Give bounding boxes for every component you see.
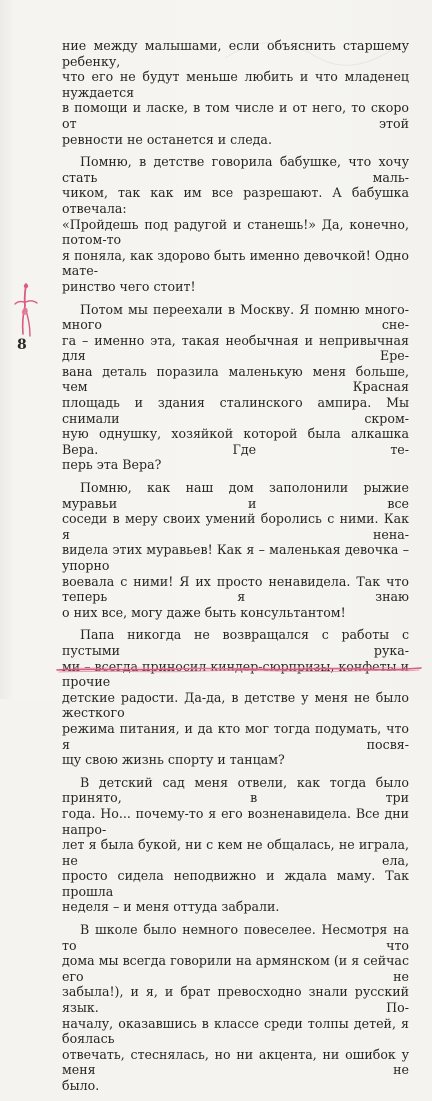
text-line: года. Но... почему-то я его возненавидела. Все дни напро- (62, 805, 409, 837)
text-line: было. (62, 1078, 100, 1093)
text-line: видела этих муравьев! Как я – маленькая девочка – упорно (62, 542, 409, 573)
text-line: В школе было немного повеселее. Несмотря на то что (62, 922, 409, 953)
text-line: дома мы всегда говорили на армянском (и я сейчас его не (62, 953, 409, 984)
pink-brush-stroke (55, 663, 423, 677)
text-line: Папа никогда не возвращался с работы с пустыми рука- (62, 627, 409, 658)
text-line: детские радости. Да-да, в детстве у меня не было жесткого (62, 689, 409, 721)
text-line: ние между малышами, если объяснить старшему ребенку, (62, 38, 409, 69)
text-line: щу свою жизнь спорту и танцам? (62, 752, 285, 768)
text-line: воевала с ними! Я их просто ненавидела. Так что теперь я знаю (62, 573, 409, 605)
text-line: га – именно эта, такая необычная и непривычная для Ере- (62, 332, 409, 364)
text-line: вана деталь поразила маленькую меня больше, чем Красная (62, 363, 409, 395)
dancer-figure-icon (12, 282, 42, 342)
text-line: забыла!), и я, и брат превосходно знали русский язык. По- (62, 984, 409, 1016)
text-line: соседи в меру своих умений боролись с ними. Как я нена- (62, 511, 409, 542)
text-line: перь эта Вера? (62, 457, 162, 473)
text-line: В детский сад меня отвели, как тогда было принято, в три (62, 774, 409, 806)
page-number: 8 (17, 337, 27, 353)
text-line: ринство чего стоит! (62, 278, 196, 294)
text-line: Помню, в детстве говорила бабушке, что хочу стать маль- (62, 154, 409, 185)
text-line: что его не будут меньше любить и что младенец нуждается (62, 69, 409, 100)
text-line: началу, оказавшись в классе среди толпы детей, я боялась (62, 1015, 409, 1047)
paragraph (62, 775, 409, 915)
text-line: «Пройдешь под радугой и станешь!» Да, конечно, потом-то (62, 216, 409, 248)
text-line: лет я была букой, ни с кем не общалась, не играла, не ела, (62, 837, 409, 868)
text-line: неделя – и меня оттуда забрали. (62, 899, 280, 915)
text-line: ную однушку, хозяйкой которой была алкашка Вера. Где те- (62, 426, 409, 457)
text-line: Помню, как наш дом заполонили рыжие муравьи и все (62, 480, 409, 511)
text-line: Потом мы переехали в Москву. Я помню много-много сне- (62, 301, 409, 333)
text-line: о них все, могу даже быть консультантом! (62, 604, 346, 620)
paragraph (62, 922, 409, 1094)
paragraph (62, 480, 409, 620)
text-line: ми – всегда приносил киндер-сюрпризы, конфеты и прочие (62, 658, 409, 690)
paragraph (62, 302, 409, 474)
text-line: площадь и здания сталинского ампира. Мы снимали скром- (62, 395, 409, 426)
body-text (62, 38, 409, 1101)
text-line: ревности не останется и следа. (62, 131, 272, 147)
text-line: чиком, так как им все разрешают. А бабушка отвечала: (62, 185, 409, 216)
paragraph (62, 627, 409, 767)
text-line: я поняла, как здорово быть именно девочкой! Одно мате- (62, 247, 409, 279)
text-line: режима питания, и да кто мог тогда подумать, что я посвя- (62, 720, 409, 752)
text-line: в помощи и ласке, в том числе и от него, то скоро от этой (62, 100, 409, 131)
text-line: просто сидела неподвижно и ждала маму. Так прошла (62, 868, 409, 899)
paragraph (62, 154, 409, 294)
text-line: отвечать, стеснялась, но ни акцента, ни ошибок у меня не (62, 1046, 409, 1078)
paragraph (62, 38, 409, 147)
